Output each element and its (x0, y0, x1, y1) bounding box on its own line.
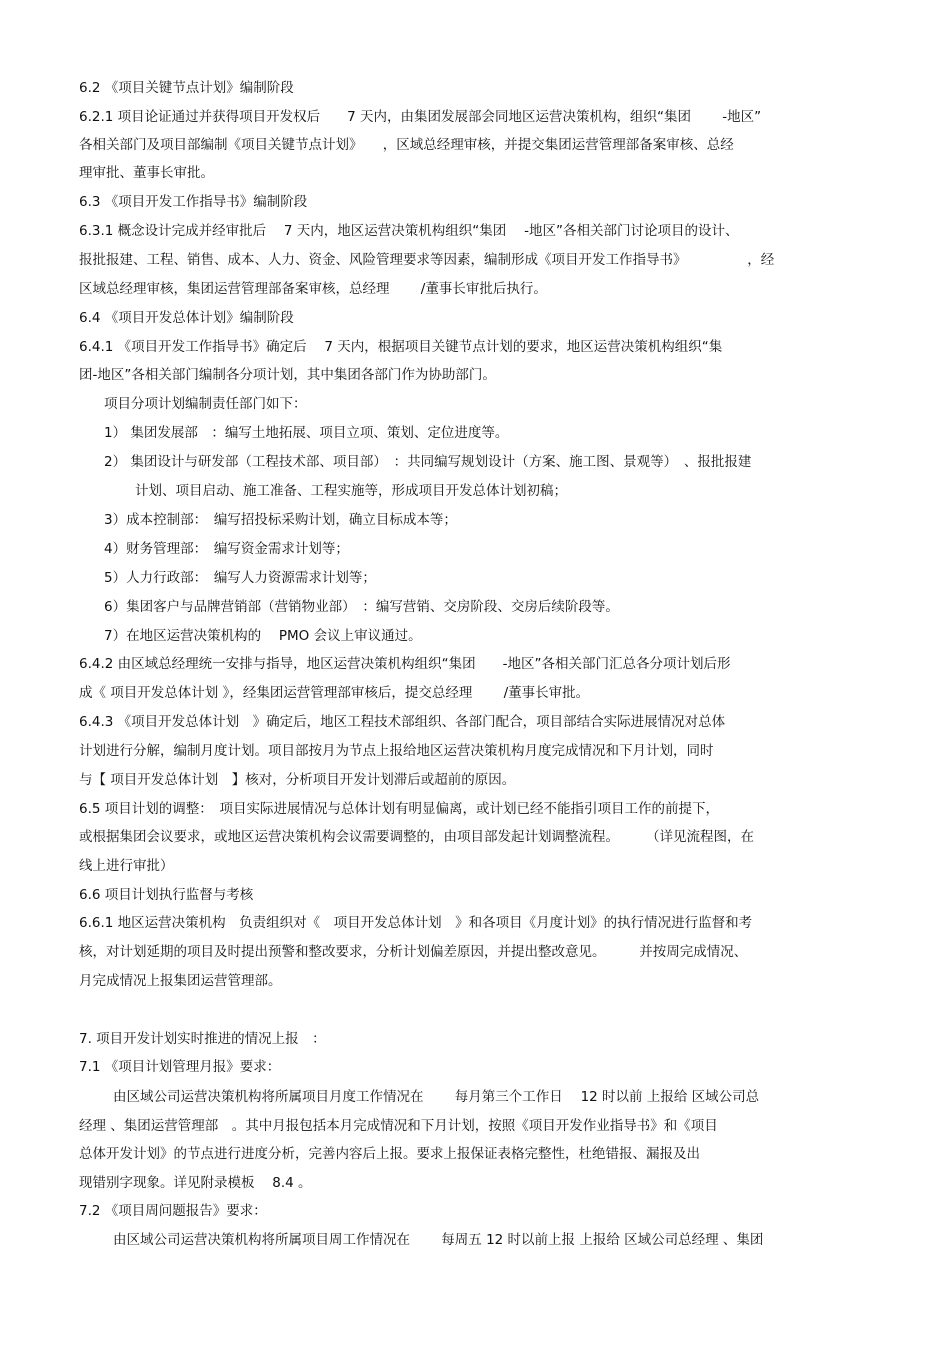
heading-7: 7. 项目开发计划实时推进的情况上报 ： (79, 1031, 326, 1047)
paragraph-line: 计划进行分解，编制月度计划。项目部按月为节点上报给地区运营决策机构月度完成情况和下月计划，同时 (79, 743, 714, 759)
heading-7-1: 7.1 《项目计划管理月报》要求： (79, 1059, 281, 1075)
paragraph-line: 团-地区”各相关部门编制各分项计划，其中集团各部门作为协助部门。 (79, 367, 496, 383)
list-item-continuation: 计划、项目启动、施工准备、工程实施等，形成项目开发总体计划初稿； (135, 483, 567, 499)
paragraph-line: 6.5 项目计划的调整： 项目实际进展情况与总体计划有明显偏离，或计划已经不能指引项目工作的前提下， (79, 801, 720, 817)
heading-7-2: 7.2 《项目周问题报告》要求： (79, 1203, 267, 1219)
paragraph-line: 6.4.2 由区域总经理统一安排与指导，地区运营决策机构组织“集团 -地区”各相关部门汇总各分项计划后形 (79, 656, 731, 672)
heading-6-4: 6.4 《项目开发总体计划》编制阶段 (79, 310, 294, 326)
paragraph-line: 区域总经理审核，集团运营管理部备案审核，总经理 /董事长审批后执行。 (79, 281, 547, 297)
list-item: 7）在地区运营决策机构的 PMO 会议上审议通过。 (104, 628, 422, 644)
paragraph-line: 线上进行审批） (79, 858, 174, 874)
list-item: 3）成本控制部： 编写招投标采购计划，确立目标成本等； (104, 512, 457, 528)
paragraph-line: 总体开发计划》的节点进行进度分析，完善内容后上报。要求上报保证表格完整性，杜绝错报、漏报及出 (79, 1146, 700, 1162)
paragraph-line: 核，对计划延期的项目及时提出预警和整改要求，分析计划偏差原因，并提出整改意见。 并按周完成情况、 (79, 944, 748, 960)
paragraph-line: 经理 、集团运营管理部 。其中月报包括本月完成情况和下月计划，按照《项目开发作业指导书》和《项目 (79, 1118, 718, 1134)
paragraph-line: 现错别字现象。详见附录模板 8.4 。 (79, 1175, 312, 1191)
paragraph-line: 6.2.1 项目论证通过并获得项目开发权后 7 天内，由集团发展部会同地区运营决策机构，组织“集团 -地区” (79, 109, 762, 125)
paragraph-line: 6.3.1 概念设计完成并经审批后 7 天内，地区运营决策机构组织“集团 -地区”各相关部门讨论项目的设计、 (79, 223, 739, 239)
paragraph-line: 月完成情况上报集团运营管理部。 (79, 973, 282, 989)
list-item: 6）集团客户与品牌营销部（营销物业部） ：编写营销、交房阶段、交房后续阶段等。 (104, 599, 619, 615)
list-intro: 项目分项计划编制责任部门如下： (104, 396, 307, 412)
paragraph-line: 6.4.3 《项目开发总体计划 》确定后，地区工程技术部组织、各部门配合，项目部结合实际进展情况对总体 (79, 714, 726, 730)
heading-6-6: 6.6 项目计划执行监督与考核 (79, 887, 254, 903)
list-item: 5）人力行政部： 编写人力资源需求计划等； (104, 570, 376, 586)
paragraph-line: 与【 项目开发总体计划 】核对，分析项目开发计划滞后或超前的原因。 (79, 772, 516, 788)
paragraph-line: 成《 项目开发总体计划 》，经集团运营管理部审核后，提交总经理 /董事长审批。 (79, 685, 590, 701)
heading-6-3: 6.3 《项目开发工作指导书》编制阶段 (79, 194, 308, 210)
paragraph-line: 报批报建、工程、销售、成本、人力、资金、风险管理要求等因素，编制形成《项目开发工作指导书》 ，经 (79, 252, 775, 268)
list-item: 4）财务管理部： 编写资金需求计划等； (104, 541, 349, 557)
list-item: 2） 集团设计与研发部（工程技术部、项目部） ：共同编写规划设计（方案、施工图、景观等） 、报批报建 (104, 454, 752, 470)
paragraph-line: 由区域公司运营决策机构将所属项目月度工作情况在 每月第三个工作日 12 时以前 上报给 区域公司总 (113, 1089, 760, 1105)
paragraph-line: 理审批、董事长审批。 (79, 165, 214, 181)
paragraph-line: 6.6.1 地区运营决策机构 负责组织对《 项目开发总体计划 》和各项目《月度计划》的执行情况进行监督和考 (79, 915, 753, 931)
list-item: 1） 集团发展部 ：编写土地拓展、项目立项、策划、定位进度等。 (104, 425, 509, 441)
paragraph-line: 或根据集团会议要求，或地区运营决策机构会议需要调整的，由项目部发起计划调整流程。 （详见流程图，在 (79, 829, 754, 845)
paragraph-line: 6.4.1 《项目开发工作指导书》确定后 7 天内，根据项目关键节点计划的要求，地区运营决策机构组织“集 (79, 339, 723, 355)
heading-6-2: 6.2 《项目关键节点计划》编制阶段 (79, 80, 294, 96)
paragraph-line: 各相关部门及项目部编制《项目关键节点计划》 ，区域总经理审核，并提交集团运营管理部备案审核、总经 (79, 137, 734, 153)
paragraph-line: 由区域公司运营决策机构将所属项目周工作情况在 每周五 12 时以前上报 上报给 区域公司总经理 、集团 (113, 1232, 764, 1248)
